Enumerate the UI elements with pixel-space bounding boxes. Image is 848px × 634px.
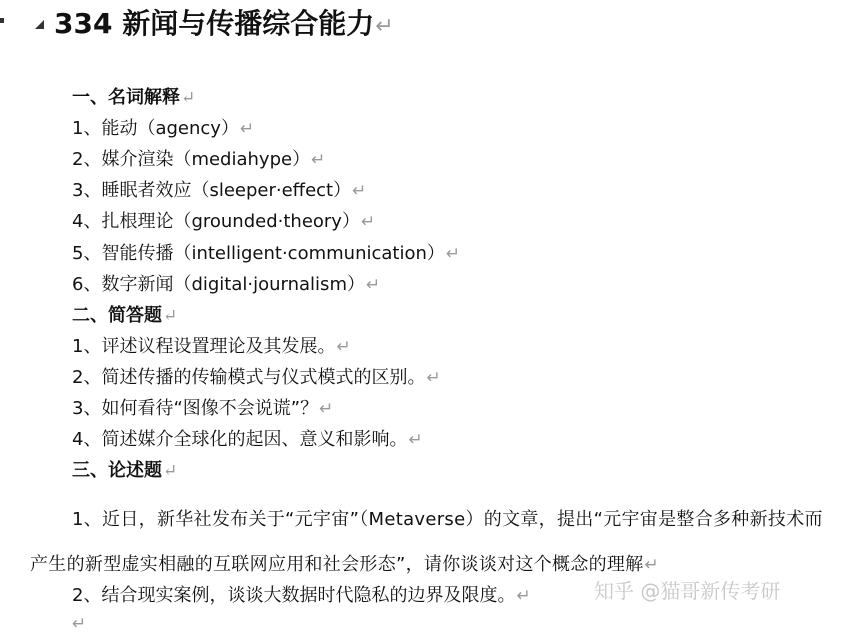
paragraph-mark-icon: ↵ — [72, 614, 87, 634]
section-heading — [72, 85, 195, 111]
paragraph-text: 2、结合现实案例，谈谈大数据时代隐私的边界及限度。 — [72, 585, 516, 606]
edge-marker — [0, 18, 4, 23]
paragraph-mark-icon: ↵ — [311, 150, 326, 170]
list-item — [72, 334, 351, 360]
paragraph-mark-icon: ↵ — [445, 244, 461, 264]
list-item-text: 4、简述媒介全球化的起因、意义和影响。 — [72, 429, 408, 450]
list-item — [72, 178, 366, 204]
paragraph-mark-icon: ↵ — [360, 212, 376, 232]
list-item — [72, 365, 441, 391]
list-item-text: 2、媒介渲染（mediahype） — [72, 149, 311, 170]
paragraph-text: 1、近日，新华社发布关于“元宇宙”（Metaverse）的文章，提出“元宇宙是整合多种新技术而产生的新型虚实相融的互联网应用和社会形态”，请你谈谈对这个概念的理解 — [30, 509, 823, 575]
paragraph-mark-icon: ↵ — [365, 275, 381, 295]
list-item — [72, 209, 375, 235]
paragraph-mark-icon: ↵ — [239, 119, 255, 139]
list-item-text: 6、数字新闻（digital·journalism） — [72, 274, 365, 295]
watermark: 知乎 @猫哥新传考研 — [594, 579, 781, 603]
section-heading-text: 一、名词解释 — [72, 87, 180, 108]
section-heading-text: 三、论述题 — [72, 460, 162, 481]
section-heading-text: 二、简答题 — [72, 305, 162, 326]
essay-question-2 — [72, 583, 531, 609]
paragraph-mark-icon: ↵ — [163, 461, 178, 481]
list-item-text: 2、简述传播的传输模式与仪式模式的区别。 — [72, 367, 426, 388]
paragraph-mark-icon: ↵ — [426, 368, 441, 388]
list-item — [72, 241, 460, 267]
list-item-text: 3、睡眠者效应（sleeper·effect） — [72, 180, 352, 201]
paragraph-mark-icon: ↵ — [352, 181, 367, 201]
list-item-text: 4、扎根理论（grounded·theory） — [72, 211, 360, 232]
list-item — [72, 427, 423, 453]
list-item — [72, 272, 380, 298]
title-text: 334 新闻与传播综合能力 — [54, 7, 375, 40]
list-item — [72, 396, 333, 422]
list-item-text: 1、能动（agency） — [72, 118, 239, 139]
paragraph-mark-icon: ↵ — [516, 586, 531, 606]
paragraph-mark-icon: ↵ — [336, 337, 351, 357]
list-item-text: 1、评述议程设置理论及其发展。 — [72, 336, 336, 357]
paragraph-mark-icon: ↵ — [644, 555, 660, 575]
paragraph-mark-icon: ↵ — [375, 14, 394, 39]
essay-question-1 — [30, 497, 830, 588]
list-item-text: 5、智能传播（intelligent·communication） — [72, 243, 445, 264]
section-heading — [72, 303, 177, 329]
collapse-triangle-icon[interactable] — [35, 20, 44, 29]
paragraph-mark-icon: ↵ — [181, 88, 196, 108]
paragraph-mark-icon: ↵ — [408, 430, 423, 450]
document-title — [54, 2, 394, 49]
section-heading — [72, 458, 177, 484]
paragraph-mark-icon: ↵ — [163, 306, 178, 326]
list-item-text: 3、如何看待“图像不会说谎”？ — [72, 398, 319, 419]
list-item — [72, 116, 254, 142]
list-item — [72, 147, 325, 173]
paragraph-mark-icon: ↵ — [319, 399, 334, 419]
